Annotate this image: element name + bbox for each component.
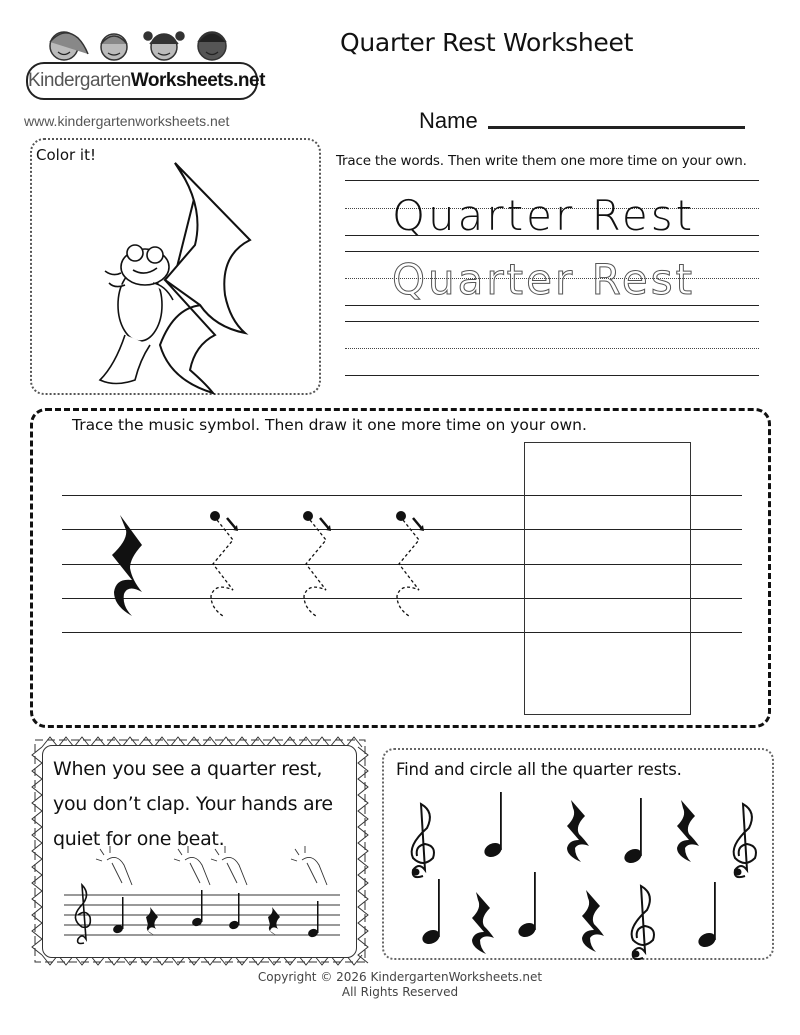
quarter-rest-info-text bbox=[53, 752, 333, 857]
quarter-rest-icon[interactable] bbox=[582, 890, 604, 952]
word-trace-dashed[interactable]: Quarter Rest bbox=[392, 255, 696, 304]
treble-clef-icon[interactable] bbox=[632, 886, 654, 959]
logo-banner bbox=[26, 62, 265, 100]
clap-rhythm-staff-icon bbox=[62, 845, 342, 955]
rights-text: All Rights Reserved bbox=[341, 985, 459, 999]
trace-words-instruction: Trace the words. Then write them one more time on your own. bbox=[336, 153, 747, 169]
writing-line bbox=[345, 305, 759, 306]
writing-line bbox=[345, 251, 759, 252]
trace-symbol-instruction: Trace the music symbol. Then draw it one more time on your own. bbox=[72, 416, 587, 434]
quarter-note-icon[interactable] bbox=[696, 882, 718, 950]
word-example-solid: Quarter Rest bbox=[392, 191, 696, 240]
frog-quarter-rest-coloring-icon[interactable] bbox=[95, 155, 295, 395]
copyright-footer bbox=[0, 970, 800, 1000]
logo-text-kindergarten: Kindergarten bbox=[28, 70, 131, 91]
info-line: When you see a quarter rest, bbox=[53, 758, 323, 780]
info-line: quiet for one beat. bbox=[53, 828, 225, 850]
symbol-search-field[interactable] bbox=[385, 780, 775, 960]
quarter-note-icon[interactable] bbox=[516, 872, 538, 940]
color-it-label: Color it! bbox=[36, 146, 96, 164]
logo-text-worksheets: Worksheets.net bbox=[130, 70, 265, 91]
writing-line bbox=[345, 180, 759, 181]
name-field-line[interactable] bbox=[488, 126, 745, 129]
quarter-rest-example-icon bbox=[110, 510, 155, 620]
quarter-rest-trace-icon[interactable] bbox=[205, 508, 245, 620]
quarter-rest-trace-icon[interactable] bbox=[298, 508, 338, 620]
quarter-rest-trace-icon[interactable] bbox=[391, 508, 431, 620]
draw-symbol-box[interactable] bbox=[524, 442, 691, 715]
quarter-note-icon[interactable] bbox=[482, 792, 504, 860]
name-label: Name bbox=[419, 108, 478, 133]
treble-clef-icon[interactable] bbox=[412, 804, 434, 877]
site-url: www.kindergartenworksheets.net bbox=[24, 113, 230, 129]
info-line: you don’t clap. Your hands are bbox=[53, 793, 333, 815]
writing-line[interactable] bbox=[345, 321, 759, 322]
writing-line[interactable] bbox=[345, 375, 759, 376]
writing-midline[interactable] bbox=[345, 348, 759, 349]
find-instruction: Find and circle all the quarter rests. bbox=[396, 760, 682, 779]
quarter-rest-icon[interactable] bbox=[567, 800, 589, 862]
quarter-note-icon[interactable] bbox=[420, 879, 442, 947]
treble-clef-icon[interactable] bbox=[734, 804, 756, 877]
quarter-rest-icon[interactable] bbox=[677, 800, 699, 862]
quarter-note-icon[interactable] bbox=[622, 798, 644, 866]
quarter-rest-icon[interactable] bbox=[472, 892, 494, 954]
copyright-text: Copyright © 2026 KindergartenWorksheets.net bbox=[257, 970, 543, 984]
page-title: Quarter Rest Worksheet bbox=[340, 28, 634, 57]
